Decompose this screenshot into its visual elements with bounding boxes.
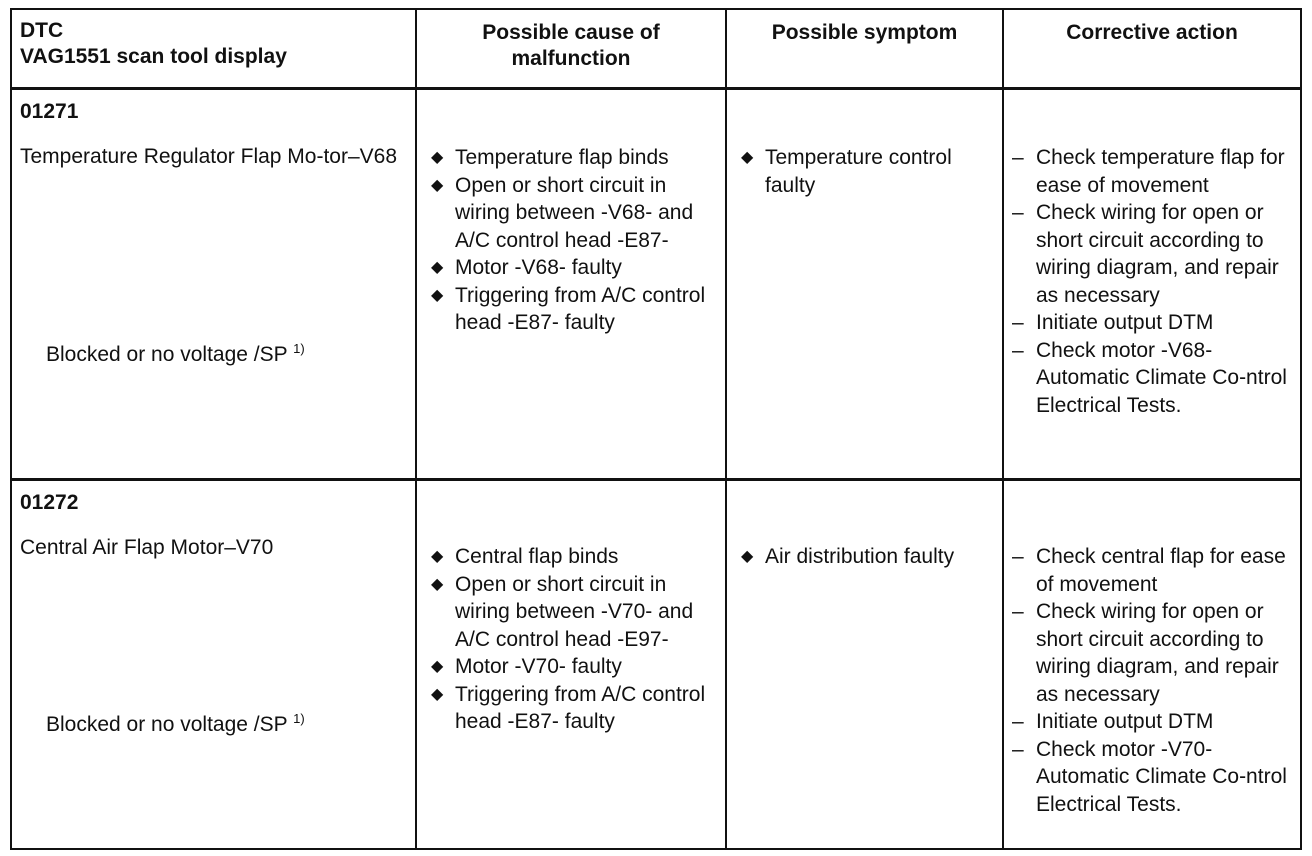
list-item	[431, 653, 721, 681]
list-item	[1012, 598, 1296, 708]
cause-text: Temperature flap binds	[455, 146, 669, 169]
dtc-cell	[12, 90, 417, 478]
action-text: Check motor -V70- Automatic Climate Co-ntrol Electrical Tests.	[1036, 737, 1287, 816]
header-cause-line2: malfunction	[511, 47, 631, 70]
cause-text: Open or short circuit in wiring between -V70- and A/C control head -E97-	[455, 572, 694, 651]
symptom-cell	[727, 481, 1004, 848]
dash-icon: –	[1012, 737, 1024, 761]
cause-text: Motor -V68- faulty	[455, 256, 622, 279]
dtc-status	[46, 706, 305, 738]
diamond-bullet-icon: ◆	[431, 286, 444, 304]
dash-icon: –	[1012, 311, 1024, 334]
cause-text: Triggering from A/C control head -E87- faulty	[455, 283, 706, 334]
symptom-cell	[727, 90, 1004, 478]
diamond-bullet-icon: ◆	[431, 259, 444, 276]
list-item	[1012, 736, 1296, 819]
footnote-marker: 1)	[293, 341, 305, 356]
table-row	[12, 481, 1300, 848]
list-item	[741, 543, 999, 571]
action-text: Initiate output DTM	[1036, 311, 1214, 334]
symptom-text: Temperature control faulty	[765, 146, 952, 197]
dtc-code: 01271	[20, 100, 79, 123]
dtc-status-text: Blocked or no voltage /SP	[46, 343, 288, 366]
dtc-name: Central Air Flap Motor–V70	[20, 536, 274, 559]
list-item	[1012, 144, 1296, 199]
table-row	[12, 90, 1300, 481]
list-item	[431, 571, 721, 654]
list-item	[431, 282, 721, 337]
symptom-list	[741, 144, 999, 199]
dash-icon: –	[1012, 545, 1024, 568]
cause-list	[431, 543, 721, 736]
diamond-bullet-icon: ◆	[431, 176, 444, 194]
cause-text: Triggering from A/C control head -E87- faulty	[455, 682, 706, 733]
action-text: Check motor -V68- Automatic Climate Co-ntrol Electrical Tests.	[1036, 338, 1287, 417]
header-dtc-line1: DTC	[20, 19, 64, 42]
diamond-bullet-icon: ◆	[431, 149, 444, 166]
dtc-table	[10, 8, 1302, 850]
action-text: Check temperature flap for ease of movement	[1036, 146, 1285, 197]
action-cell	[1004, 90, 1300, 478]
dash-icon: –	[1012, 201, 1024, 224]
list-item	[431, 681, 721, 736]
header-action	[1004, 10, 1300, 87]
list-item	[1012, 543, 1296, 598]
dtc-status	[46, 336, 305, 368]
dash-icon: –	[1012, 338, 1024, 362]
header-symptom	[727, 10, 1004, 87]
dtc-name: Temperature Regulator Flap Mo-tor–V68	[20, 145, 398, 168]
list-item	[1012, 708, 1296, 736]
action-text: Check wiring for open or short circuit according to wiring diagram, and repair as necessary	[1036, 600, 1279, 706]
header-symptom-text: Possible symptom	[771, 21, 958, 44]
list-item	[741, 144, 999, 199]
cause-text: Motor -V70- faulty	[455, 655, 622, 678]
action-cell	[1004, 481, 1300, 848]
dash-icon: –	[1012, 146, 1024, 169]
action-list	[1012, 543, 1296, 818]
list-item	[431, 172, 721, 255]
action-text: Initiate output DTM	[1036, 710, 1214, 733]
list-item	[1012, 309, 1296, 337]
list-item	[431, 144, 721, 172]
cause-cell	[417, 481, 727, 848]
list-item	[1012, 199, 1296, 309]
dtc-cell	[12, 481, 417, 848]
header-dtc-line2: VAG1551 scan tool display	[20, 45, 287, 68]
diamond-bullet-icon: ◆	[431, 575, 444, 593]
diamond-bullet-icon: ◆	[741, 149, 754, 166]
cause-text: Open or short circuit in wiring between -V68- and A/C control head -E87-	[455, 173, 694, 252]
diamond-bullet-icon: ◆	[431, 685, 444, 703]
symptom-list	[741, 543, 999, 571]
cause-cell	[417, 90, 727, 478]
cause-text: Central flap binds	[455, 545, 619, 568]
dash-icon: –	[1012, 710, 1024, 733]
list-item	[1012, 337, 1296, 420]
diamond-bullet-icon: ◆	[431, 658, 444, 675]
action-list	[1012, 144, 1296, 419]
dtc-code: 01272	[20, 491, 79, 514]
action-text: Check central flap for ease of movement	[1036, 545, 1286, 596]
header-cause-line1: Possible cause of	[482, 21, 660, 44]
footnote-marker: 1)	[293, 711, 305, 726]
symptom-text: Air distribution faulty	[765, 545, 955, 568]
header-dtc	[12, 10, 417, 87]
table-header-row	[12, 10, 1300, 90]
dash-icon: –	[1012, 600, 1024, 623]
diamond-bullet-icon: ◆	[431, 548, 444, 565]
header-action-text: Corrective action	[1066, 21, 1238, 44]
action-text: Check wiring for open or short circuit according to wiring diagram, and repair as necessary	[1036, 201, 1279, 307]
diamond-bullet-icon: ◆	[741, 548, 754, 565]
list-item	[431, 254, 721, 282]
cause-list	[431, 144, 721, 337]
header-cause	[417, 10, 727, 87]
list-item	[431, 543, 721, 571]
dtc-status-text: Blocked or no voltage /SP	[46, 713, 288, 736]
